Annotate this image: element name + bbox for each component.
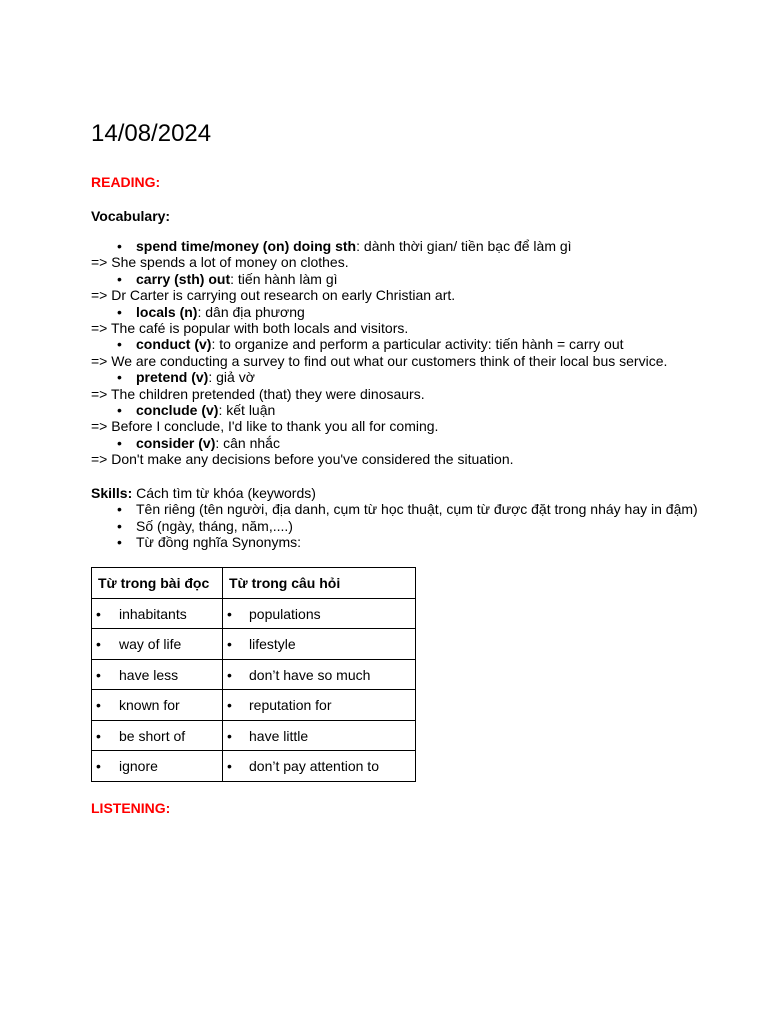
vocab-term-line (91, 336, 731, 352)
cell-text: inhabitants (119, 605, 187, 622)
cell-text: ignore (119, 758, 158, 775)
bullet-icon: • (117, 501, 122, 518)
vocab-definition: : kết luận (218, 402, 276, 419)
listening-heading: LISTENING: (91, 799, 171, 816)
vocab-definition: : to organize and perform a particular activity: tiến hành = carry out (211, 336, 624, 353)
table-row (92, 690, 416, 721)
bullet-icon: • (227, 636, 232, 653)
skill-item-text: Từ đồng nghĩa Synonyms: (136, 533, 302, 550)
bullet-icon: • (117, 303, 122, 320)
cell-text: reputation for (249, 697, 332, 714)
vocabulary-list (91, 238, 731, 468)
table-row (92, 751, 416, 782)
vocab-definition: : tiến hành làm gì (230, 270, 338, 287)
skill-item-text: Tên riêng (tên người, địa danh, cụm từ học thuật, cụm từ được đặt trong nháy hay in đậm) (136, 501, 698, 518)
synonym-table (91, 567, 416, 782)
vocab-definition: : dân địa phương (197, 303, 305, 320)
table-cell (223, 751, 416, 782)
cell-text: known for (119, 697, 180, 714)
vocab-term-line (91, 435, 731, 451)
table-cell (223, 598, 416, 629)
bullet-icon: • (96, 727, 101, 744)
vocab-example: => The children pretended (that) they were dinosaurs. (91, 385, 425, 402)
table-cell (223, 659, 416, 690)
bullet-icon: • (117, 369, 122, 386)
bullet-icon: • (227, 666, 232, 683)
vocab-example: => We are conducting a survey to find out what our customers think of their local bus service. (91, 352, 668, 369)
table-cell (92, 690, 223, 721)
table-cell (92, 720, 223, 751)
vocabulary-heading: Vocabulary: (91, 208, 171, 224)
vocab-definition: : dành thời gian/ tiền bạc để làm gì (356, 238, 572, 254)
bullet-icon: • (117, 270, 122, 287)
vocab-entry (91, 402, 731, 435)
table-cell (92, 659, 223, 690)
vocab-term: pretend (v) (136, 369, 209, 386)
vocab-term: conclude (v) (136, 402, 219, 419)
bullet-icon: • (96, 666, 101, 683)
vocab-term: consider (v) (136, 434, 216, 451)
table-header-row (92, 568, 416, 599)
bullet-icon: • (227, 697, 232, 714)
reading-heading: READING: (91, 174, 161, 190)
vocab-term-line (91, 238, 731, 254)
document-page (91, 118, 731, 816)
skill-item (91, 501, 716, 517)
vocab-entry (91, 238, 731, 271)
table-row (92, 659, 416, 690)
skills-section (91, 485, 731, 551)
cell-text: don’t pay attention to (249, 758, 379, 775)
bullet-icon: • (96, 636, 101, 653)
vocab-term: conduct (v) (136, 336, 212, 353)
bullet-icon: • (96, 758, 101, 775)
table-cell (92, 751, 223, 782)
vocab-entry (91, 271, 731, 304)
vocab-example: => Dr Carter is carrying out research on early Christian art. (91, 287, 456, 304)
cell-text: populations (249, 605, 321, 622)
bullet-icon: • (117, 238, 122, 254)
cell-text: have less (119, 666, 179, 683)
vocab-entry (91, 336, 731, 369)
cell-text: be short of (119, 727, 186, 744)
skills-label: Skills: (91, 484, 133, 501)
table-row (92, 720, 416, 751)
bullet-icon: • (117, 434, 122, 451)
bullet-icon: • (117, 336, 122, 353)
table-cell (223, 690, 416, 721)
bullet-icon: • (117, 402, 122, 419)
vocab-term-line (91, 369, 731, 385)
bullet-icon: • (96, 697, 101, 714)
vocab-term: carry (sth) out (136, 270, 231, 287)
cell-text: have little (249, 727, 309, 744)
vocab-term: spend time/money (on) doing sth (136, 238, 357, 254)
vocab-example: => Don't make any decisions before you've considered the situation. (91, 451, 514, 468)
column-header: Từ trong bài đọc (92, 568, 223, 599)
vocab-entry (91, 304, 731, 337)
table-cell (223, 629, 416, 660)
skill-item (91, 518, 716, 534)
bullet-icon: • (227, 727, 232, 744)
skills-text: Cách tìm từ khóa (keywords) (132, 484, 316, 501)
cell-text: lifestyle (249, 636, 296, 653)
table-row (92, 629, 416, 660)
vocab-term-line (91, 271, 731, 287)
vocab-term-line (91, 402, 731, 418)
column-header: Từ trong câu hỏi (223, 568, 416, 599)
table-cell (223, 720, 416, 751)
vocab-example: => The café is popular with both locals and visitors. (91, 320, 409, 337)
cell-text: way of life (119, 636, 182, 653)
skill-item-text: Số (ngày, tháng, năm,....) (136, 517, 293, 534)
vocab-term-line (91, 304, 731, 320)
bullet-icon: • (227, 605, 232, 622)
vocab-definition: : giả vờ (208, 369, 255, 386)
bullet-icon: • (117, 533, 122, 550)
vocab-example: => She spends a lot of money on clothes. (91, 254, 349, 271)
vocab-definition: : cân nhắc (215, 434, 280, 451)
table-cell (92, 629, 223, 660)
date-heading: 14/08/2024 (91, 120, 212, 147)
skills-line (91, 485, 731, 501)
table-row (92, 598, 416, 629)
vocab-example: => Before I conclude, I'd like to thank you all for coming. (91, 418, 439, 435)
bullet-icon: • (227, 758, 232, 775)
bullet-icon: • (96, 605, 101, 622)
cell-text: don’t have so much (249, 666, 371, 683)
table-cell (92, 598, 223, 629)
vocab-term: locals (n) (136, 303, 198, 320)
vocab-entry (91, 435, 731, 468)
vocab-entry (91, 369, 731, 402)
skill-item (91, 534, 716, 550)
bullet-icon: • (117, 517, 122, 534)
